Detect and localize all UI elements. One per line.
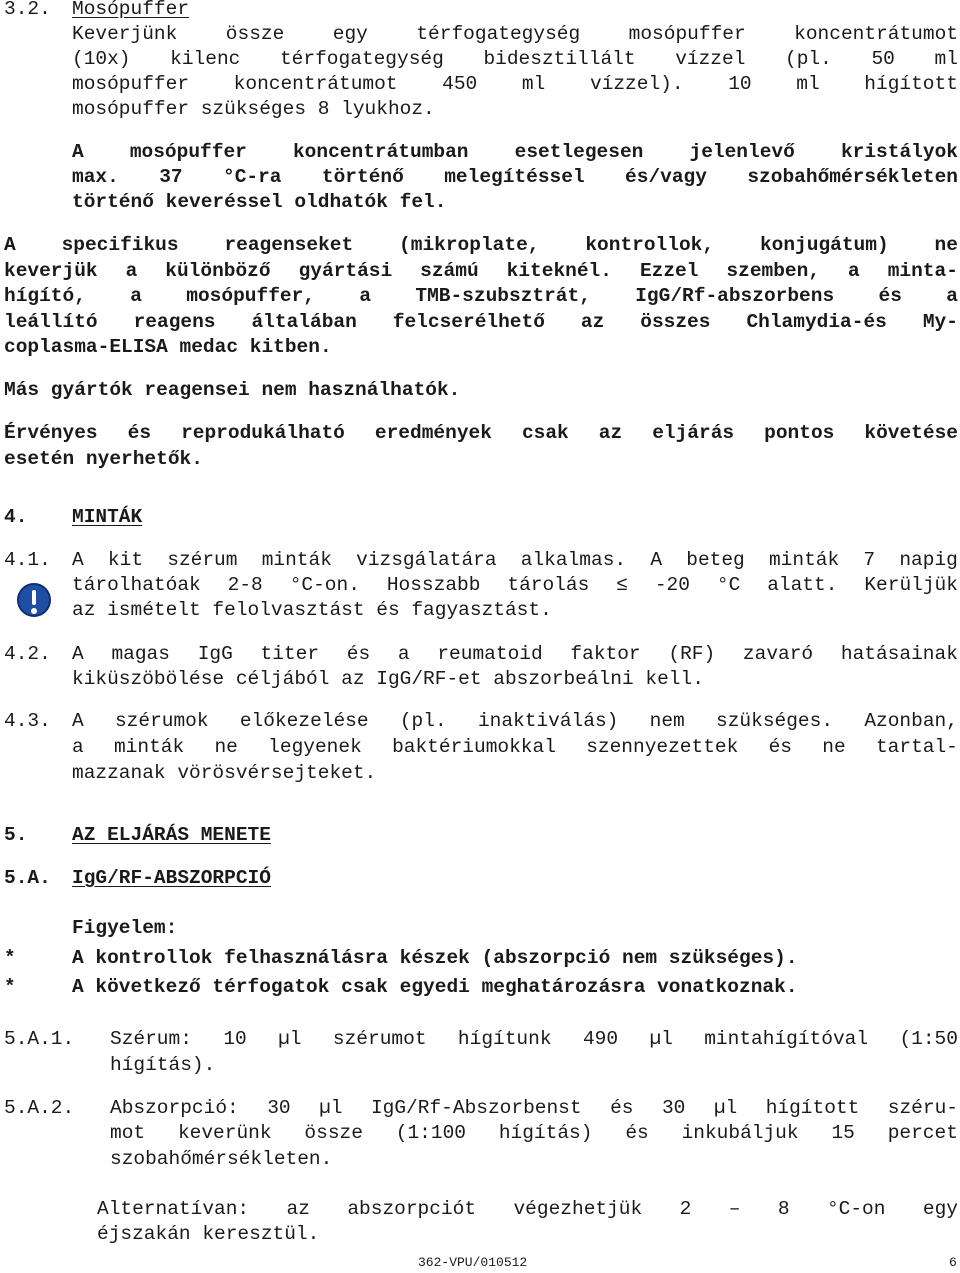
text-line (4, 262, 958, 282)
word: koncentrátumot (794, 23, 958, 45)
word: 450 (442, 73, 478, 95)
word: szérumot (332, 1028, 427, 1050)
bullet-marker: * (4, 947, 16, 969)
word: max. (72, 166, 119, 188)
word: 37 (159, 166, 183, 188)
word: az (580, 311, 605, 333)
word: µl (319, 1097, 343, 1119)
word: kontrollok, (585, 234, 715, 256)
text-line (97, 1200, 958, 1220)
word: végezhetjük (513, 1198, 643, 1220)
word: Kerüljük (864, 574, 958, 596)
word: szükséges. (716, 710, 834, 732)
word: felcserélhető (392, 311, 545, 333)
word: ne (214, 736, 238, 758)
word: mosópuffer, (186, 285, 316, 307)
word: beteg (686, 549, 745, 571)
text-line: mazzanak vörösvérsejteket. (72, 762, 377, 784)
word: a (125, 260, 138, 282)
text-line (72, 576, 958, 596)
text-line: esetén nyerhetők. (4, 448, 203, 470)
text-line: történő keveréssel oldhatók fel. (72, 191, 447, 213)
word: legyenek (268, 736, 362, 758)
word: eredmények (374, 422, 492, 444)
word: 10 (728, 73, 752, 95)
word: Abszorpció: (110, 1097, 239, 1119)
word: 490 (582, 1028, 619, 1050)
word: egy (332, 23, 368, 45)
document-code: 362-VPU/010512 (418, 1255, 528, 1270)
word: pontos (764, 422, 835, 444)
text-line: az ismételt felolvasztást és fagyasztást. (72, 599, 552, 621)
word: µl (278, 1028, 302, 1050)
word: minták (113, 736, 185, 758)
section-number-4: 4. (4, 506, 28, 528)
attention-item: A kontrollok felhasználásra készek (abszorpció nem szükséges). (72, 947, 798, 969)
text-line: kiküszöbölése céljából az IgG/RF-et abszorbeálni kell. (72, 668, 704, 690)
word: vizsgálatára (356, 549, 497, 571)
word: tárolhatóak (72, 574, 201, 596)
word: keverünk (177, 1122, 272, 1144)
word: ml (521, 73, 546, 95)
text-line: mosópuffer szükséges 8 lyukhoz. (72, 98, 435, 120)
word: egy (922, 1198, 958, 1220)
word: mintahígítóval (704, 1028, 869, 1050)
word: A (72, 141, 84, 163)
word: a (397, 643, 410, 665)
word: baktériumokkal (392, 736, 556, 758)
text-line (72, 25, 958, 45)
word: keverjük (4, 260, 98, 282)
word: nem (649, 710, 685, 732)
word: a (848, 260, 860, 282)
text-line: hígítás). (110, 1054, 216, 1076)
word: Chlamydia-és (746, 311, 887, 333)
word: össze (225, 23, 285, 45)
word: A (4, 234, 16, 256)
word: a (130, 285, 142, 307)
section-number-3-2: 3.2. (4, 0, 51, 20)
word: tartal- (875, 736, 958, 758)
word: előkezelése (239, 710, 369, 732)
word: (pl. (399, 710, 447, 732)
word: 8 (777, 1198, 790, 1220)
word: hatásainak (840, 643, 958, 665)
item-number-4-3: 4.3. (4, 710, 51, 732)
word: hígított (864, 73, 958, 95)
word: szérumok (114, 710, 209, 732)
word: alkalmas. (520, 549, 627, 571)
text-line (72, 50, 958, 70)
word: inkubáljuk (681, 1122, 799, 1144)
word: °C-on (826, 1198, 886, 1220)
word: és (610, 1097, 634, 1119)
word: térfogategység (416, 23, 581, 45)
text-line (4, 424, 958, 444)
word: A (72, 710, 84, 732)
exclamation-circle-icon (17, 583, 51, 617)
word: Hosszabb (386, 574, 481, 596)
page-number: 6 (949, 1255, 957, 1270)
word: kiteknél. (506, 260, 612, 282)
item-number-5a2: 5.A.2. (4, 1097, 75, 1119)
word: és (768, 736, 792, 758)
word: össze (304, 1122, 363, 1144)
word: a (72, 736, 84, 758)
word: A (72, 643, 84, 665)
word: történő (321, 166, 404, 188)
word: koncentrátumot (233, 73, 398, 95)
word: vízzel). (589, 73, 684, 95)
text-line (72, 712, 958, 732)
word: szérum (167, 549, 238, 571)
word: gyártási (298, 260, 393, 282)
word: és (127, 422, 152, 444)
text-line (72, 738, 958, 758)
word: a (946, 285, 958, 307)
section-title-abszorpcio: IgG/RF-ABSZORPCIÓ (72, 867, 271, 889)
word: 2-8 (227, 574, 263, 596)
word: mosópuffer (628, 23, 746, 45)
text-line: szobahőmérsékleten. (110, 1148, 333, 1170)
word: (mikroplate, (399, 234, 540, 256)
word: Alternatívan: (97, 1198, 250, 1220)
word: Érvényes (4, 422, 98, 444)
word: minták (261, 549, 332, 571)
attention-item: A következő térfogatok csak egyedi meghatározásra vonatkoznak. (72, 976, 798, 998)
word: 50 (871, 48, 895, 70)
text-line (72, 143, 958, 163)
word: szemben, (726, 260, 821, 282)
word: számú (420, 260, 479, 282)
word: koncentrátumban (292, 141, 469, 163)
text-line (110, 1099, 958, 1119)
word: reprodukálható (181, 422, 345, 444)
word: napig (899, 549, 958, 571)
word: tárolás (507, 574, 590, 596)
word: IgG/Rf-abszorbens (635, 285, 835, 307)
word: percet (887, 1122, 958, 1144)
word: (1:50 (899, 1028, 958, 1050)
word: ml (934, 48, 958, 70)
attention-label: Figyelem: (72, 917, 178, 939)
word: ml (796, 73, 820, 95)
word: eljárás (652, 422, 735, 444)
word: hígító, (4, 285, 86, 307)
word: A (72, 549, 84, 571)
word: reumatoid (437, 643, 543, 665)
word: ne (822, 736, 846, 758)
word: kit (107, 549, 144, 571)
word: térfogategység (279, 48, 444, 70)
word: A (650, 549, 663, 571)
word: és (346, 643, 371, 665)
word: mot (110, 1122, 146, 1144)
item-number-4-1: 4.1. (4, 549, 51, 571)
word: bidesztillált (483, 48, 636, 70)
text-line (72, 75, 958, 95)
word: °C-ra (223, 166, 282, 188)
word: szobahőmérsékleten (747, 166, 958, 188)
text-line (4, 236, 958, 256)
word: TMB-szubsztrát, (415, 285, 591, 307)
word: °C-on. (289, 574, 360, 596)
word: (pl. (785, 48, 832, 70)
word: 10 (223, 1028, 247, 1050)
word: csak (521, 422, 569, 444)
word: (10x) (72, 48, 131, 70)
word: 2 (679, 1198, 692, 1220)
word: esetlegesen (514, 141, 644, 163)
text-line (110, 1030, 958, 1050)
word: Szérum: (110, 1028, 192, 1050)
word: 15 (831, 1122, 855, 1144)
word: minták (768, 549, 840, 571)
word: kristályok (840, 141, 958, 163)
word: µl (649, 1028, 673, 1050)
word: vízzel (675, 48, 746, 70)
section-title-eljaras-menete: AZ ELJÁRÁS MENETE (72, 824, 271, 846)
word: hígítás) (498, 1122, 593, 1144)
bullet-marker: * (4, 976, 16, 998)
item-number-4-2: 4.2. (4, 643, 51, 665)
word: az (286, 1198, 310, 1220)
word: -20 (654, 574, 690, 596)
word: reagens (133, 311, 216, 333)
text-line: éjszakán keresztül. (97, 1223, 320, 1245)
word: széru- (887, 1097, 958, 1119)
text-line: coplasma-ELISA medac kitben. (4, 336, 332, 358)
word: My- (922, 311, 958, 333)
section-title-mintak: MINTÁK (72, 506, 143, 528)
word: 7 (863, 549, 876, 571)
word: általában (251, 311, 357, 333)
word: °C (716, 574, 741, 596)
word: mosópuffer (72, 73, 190, 95)
word: melegítéssel (444, 166, 585, 188)
word: reagenseket (224, 234, 354, 256)
text-line (72, 645, 958, 665)
word: abszorpciót (347, 1198, 477, 1220)
section-number-5a: 5.A. (4, 867, 51, 889)
word: szennyezettek (586, 736, 739, 758)
word: magas (111, 643, 170, 665)
word: IgG (197, 643, 233, 665)
word: különböző (165, 260, 271, 282)
word: 30 (661, 1097, 686, 1119)
word: Ezzel (639, 260, 699, 282)
word: és/vagy (625, 166, 707, 188)
other-manufacturers-note: Más gyártók reagensei nem használhatók. (4, 379, 461, 401)
word: (1:100 (395, 1122, 466, 1144)
word: minta- (887, 260, 958, 282)
word: Azonban, (864, 710, 958, 732)
word: kilenc (170, 48, 241, 70)
word: faktor (570, 643, 641, 665)
word: (RF) (668, 643, 716, 665)
word: specifikus (61, 234, 179, 256)
word: ne (934, 234, 958, 256)
word: hígított (765, 1097, 860, 1119)
word: az (598, 422, 623, 444)
word: IgG/Rf-Abszorbenst (370, 1097, 582, 1119)
word: mosópuffer (129, 141, 247, 163)
word: követése (864, 422, 958, 444)
word: összes (640, 311, 711, 333)
text-line (72, 551, 958, 571)
word: 30 (267, 1097, 291, 1119)
word: konjugátum) (759, 234, 889, 256)
word: leállító (4, 311, 98, 333)
word: és (625, 1122, 649, 1144)
word: és (878, 285, 902, 307)
word: hígítunk (457, 1028, 552, 1050)
word: a (359, 285, 372, 307)
text-line (4, 313, 958, 333)
text-line (4, 287, 958, 307)
word: zavaró (742, 643, 814, 665)
section-number-5: 5. (4, 824, 28, 846)
word: – (728, 1198, 741, 1220)
word: alatt. (767, 574, 838, 596)
section-title-mosopuffer: Mosópuffer (72, 0, 190, 20)
word: titer (260, 643, 320, 665)
word: jelenlevő (689, 141, 795, 163)
item-number-5a1: 5.A.1. (4, 1028, 75, 1050)
word: ≤ (616, 574, 628, 596)
word: inaktiválás) (477, 710, 619, 732)
text-line (110, 1124, 958, 1144)
word: Keverjünk (72, 23, 178, 45)
word: µl (713, 1097, 738, 1119)
text-line (72, 168, 958, 188)
